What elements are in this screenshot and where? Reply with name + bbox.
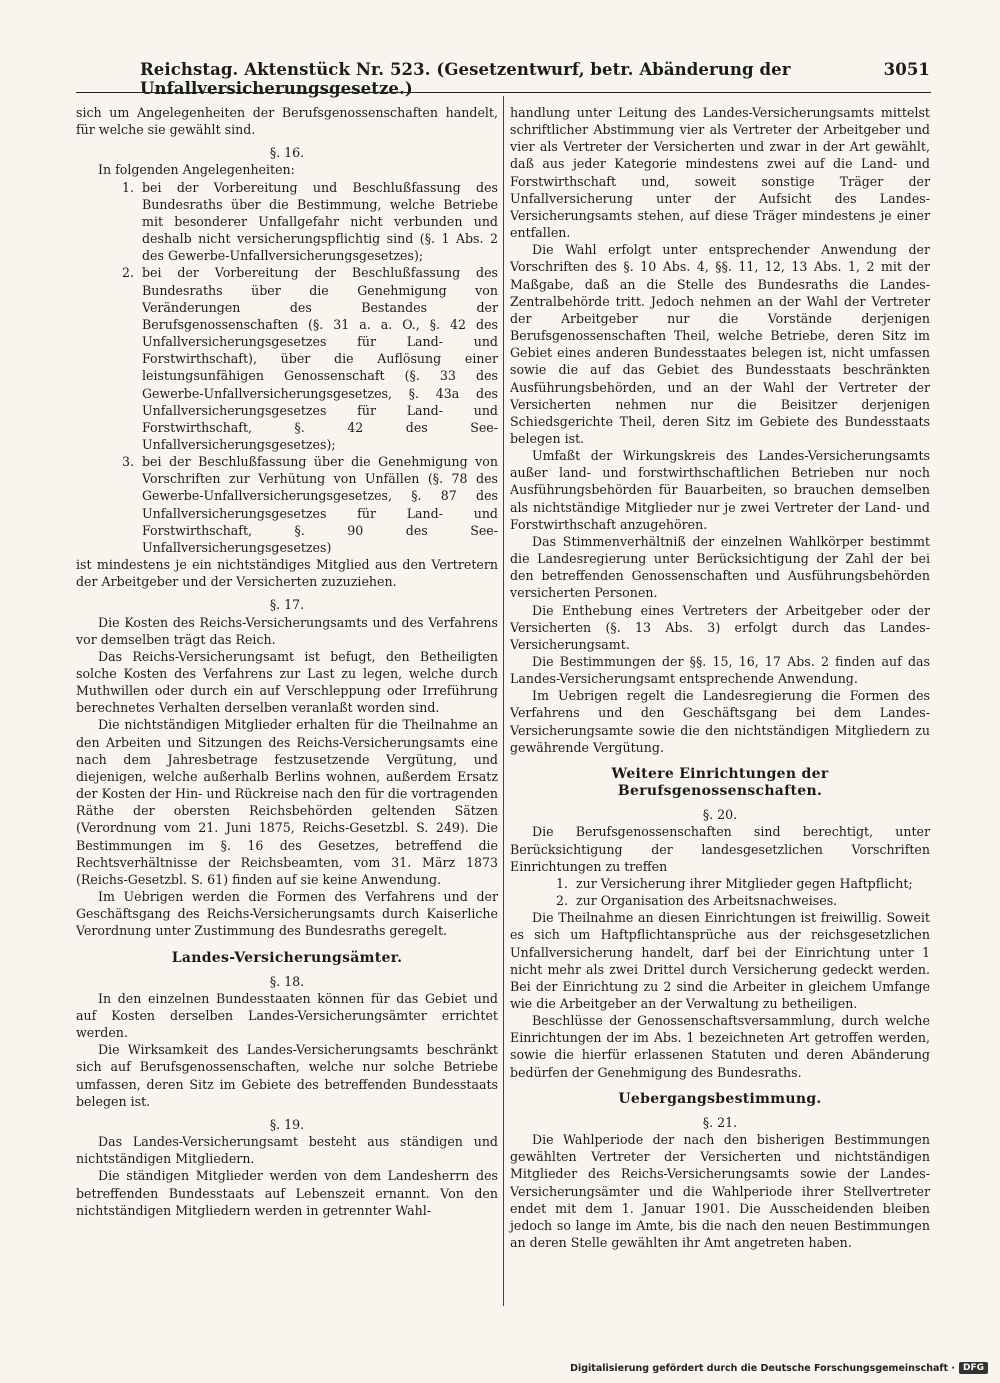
dfg-logo: DFG (959, 1362, 988, 1374)
list-item-number: 1. (556, 875, 569, 891)
paragraph-number: §. 20. (702, 807, 738, 823)
body-paragraph: Die Berufsgenossenschaften sind berechtigt, unter Berücksichtigung der landesgesetzlichen Vorschriften Einrichtungen zu treffen (510, 824, 930, 874)
body-paragraph: Beschlüsse der Genossenschaftsversammlung, durch welche Einrichtungen der im Abs. 1 bezeichneten Art getroffen werden, sowie die hierfür erlassenen Statuten und deren Abänderung bedürfen der Genehmigung des Bundesraths. (510, 1013, 930, 1080)
body-paragraph: In den einzelnen Bundesstaaten können für das Gebiet und auf Kosten derselben Landes-Versicherungsämter errichtet werden. (76, 990, 498, 1041)
body-paragraph: Die Wahl erfolgt unter entsprechender Anwendung der Vorschriften des §. 10 Abs. 4, §§. 11, 12, 13 Abs. 1, 2 mit der Maßgabe, daß an die Stelle des Bundesraths die Landes-Zentralbehörde tritt. Jedoch nehmen an der Wahl der Vertreter der Arbeitgeber nur die Vorstände derjenigen Berufsgenossenschaften Theil, welche Betriebe, deren Sitz im Gebiet eines anderen Bundesstaates belegen ist, nicht umfassen sowie die auf das Gebiet des Bundesstaats beschränkten Ausführungsbehörden, und an der Wahl der Vertreter der Versicherten nehmen nur die Beisitzer derjenigen Schiedsgerichte Theil, deren Sitz im Gebiete des Bundesstaats belegen ist. (510, 242, 930, 446)
body-paragraph: Die Theilnahme an diesen Einrichtungen ist freiwillig. Soweit es sich um Haftpflichtansprüche aus der reichsgesetzlichen Unfallversicherung handelt, darf bei der Einrichtung unter 1 nicht mehr als zwei Drittel durch Versicherung gedeckt werden. Bei der Einrichtung zu 2 sind die Arbeiter in gleichem Umfange wie die Arbeitgeber an der Verwaltung zu betheiligen. (510, 910, 930, 1011)
list-item-text: bei der Vorbereitung und Beschlußfassung des Bundesraths über die Bestimmung, welche Betriebe mit besonderer Unfallgefahr nicht verbunden und deshalb nicht versicherungspflichtig sind (§. 1 Abs. 2 des Gewerbe-Unfallversicherungsgesetzes); (142, 179, 498, 264)
footer-text: Digitalisierung gefördert durch die Deutsche Forschungsgemeinschaft · (570, 1362, 955, 1374)
column-divider (503, 96, 504, 1306)
left-column (76, 104, 498, 1219)
body-paragraph: Im Uebrigen regelt die Landesregierung die Formen des Verfahrens und den Geschäftsgang bei dem Landes-Versicherungsamte sowie die den nichtständigen Mitgliedern zu gewährende Vergütung. (510, 688, 930, 755)
body-paragraph: Das Stimmenverhältniß der einzelnen Wahlkörper bestimmt die Landesregierung unter Berücksichtigung der Zahl der bei den betreffenden Genossenschaften und Ausführungsbehörden versicherten Personen. (510, 533, 930, 601)
body-paragraph: Umfaßt der Wirkungskreis des Landes-Versicherungsamts außer land- und forstwirthschaftlichen Betrieben nur noch Ausführungsbehörden für Bauarbeiten, so brauchen demselben als nichtständige Mitglieder nur je zwei Vertreter der Land- und Forstwirthschaft anzugehören. (510, 448, 930, 532)
list-item-text: bei der Vorbereitung der Beschlußfassung des Bundesraths über die Genehmigung von Veränderungen des Bestandes der Berufsgenossenschaften (§. 31 a. a. O., §. 42 des Unfallversicherungsgesetzes für Land- und Forstwirthschaft), über die Auflösung einer leistungsunfähigen Genossenschaft (§. 33 des Gewerbe-Unfallversicherungsgesetzes, §. 43a des Unfallversicherungsgesetzes für Land- und Forstwirthschaft, §. 42 des See-Unfallversicherungsgesetzes); (142, 265, 498, 452)
body-paragraph: sich um Angelegenheiten der Berufsgenossenschaften handelt, für welche sie gewählt sind. (76, 105, 498, 138)
paragraph-number: §. 18. (269, 973, 305, 989)
section-heading: Weitere Einrichtungen der Berufsgenossenschaften. (611, 765, 829, 800)
page-number: 3051 (883, 60, 930, 79)
body-paragraph: Im Uebrigen werden die Formen des Verfahrens und der Geschäftsgang des Reichs-Versicherungsamts durch Kaiserliche Verordnung unter Zustimmung des Bundesraths geregelt. (76, 889, 498, 939)
body-paragraph: In folgenden Angelegenheiten: (98, 162, 295, 178)
list-item (76, 179, 498, 265)
body-paragraph: Die ständigen Mitglieder werden von dem Landesherrn des betreffenden Bundesstaats auf Lebenszeit ernannt. Von den nichtständigen Mitgliedern werden in getrennter Wahl- (76, 1168, 498, 1218)
list-item (510, 892, 930, 909)
list-item-number: 2. (122, 265, 135, 281)
list-item-text: bei der Beschlußfassung über die Genehmigung von Vorschriften zur Verhütung von Unfällen (§. 78 des Gewerbe-Unfallversicherungsgesetzes, §. 87 des Unfallversicherungsgesetzes für Land- und Forstwirthschaft, §. 90 des See-Unfallversicherungsgesetzes) (142, 454, 498, 555)
list-item (76, 453, 498, 556)
body-paragraph: Die nichtständigen Mitglieder erhalten für die Theilnahme an den Arbeiten und Sitzungen des Reichs-Versicherungsamts eine nach dem Jahresbetrage festzusetzende Vergütung, und diejenigen, welche außerhalb Berlins wohnen, außerdem Ersatz der Kosten der Hin- und Rückreise nach den für die vortragenden Räthe der obersten Reichsbehörden geltenden Sätzen (Verordnung vom 21. Juni 1875, Reichs-Gesetzbl. S. 249). Die Bestimmungen im §. 16 des Gesetzes, betreffend die Rechtsverhältnisse der Reichsbeamten, vom 31. März 1873 (Reichs-Gesetzbl. S. 61) finden auf sie keine Anwendung. (76, 717, 498, 887)
paragraph-number: §. 17. (269, 597, 305, 613)
list-item (510, 875, 930, 892)
paragraph-number: §. 16. (269, 145, 305, 161)
paragraph-number: §. 19. (269, 1116, 305, 1132)
body-paragraph: Die Bestimmungen der §§. 15, 16, 17 Abs. 2 finden auf das Landes-Versicherungsamt entsprechende Anwendung. (510, 654, 930, 687)
list-item-number: 1. (122, 179, 135, 195)
list-item-text: zur Versicherung ihrer Mitglieder gegen Haftpflicht; (576, 875, 913, 891)
section-heading: Landes-Versicherungsämter. (171, 949, 403, 966)
body-paragraph: Die Kosten des Reichs-Versicherungsamts und des Verfahrens vor demselben trägt das Reich. (76, 614, 498, 647)
footer (570, 1362, 988, 1374)
body-paragraph: ist mindestens je ein nichtständiges Mitglied aus den Vertretern der Arbeitgeber und der Versicherten zuzuziehen. (76, 557, 498, 590)
list-item-text: zur Organisation des Arbeitsnachweises. (576, 893, 838, 909)
list-item-number: 3. (122, 454, 135, 470)
right-column (510, 104, 930, 1251)
header-title: Reichstag. Aktenstück Nr. 523. (Gesetzentwurf, betr. Abänderung der Unfallversicherungsgesetze.) (140, 60, 791, 98)
body-paragraph: Das Reichs-Versicherungsamt ist befugt, den Betheiligten solche Kosten des Verfahrens zur Last zu legen, welche durch Muthwillen oder durch ein auf Verschleppung oder Irreführung berechnetes Verhalten derselben veranlaßt worden sind. (76, 648, 498, 716)
body-paragraph: handlung unter Leitung des Landes-Versicherungsamts mittelst schriftlicher Abstimmung vier als Vertreter der Arbeitgeber und vier als Vertreter der Versicherten und zwar in der Art gewählt, daß aus jeder Kategorie mindestens zwei auf die Land- und Forstwirthschaft und, soweit sonstige Träger der Unfallversicherung unter der Aufsicht des Landes-Versicherungsamts stehen, auf diese Träger mindestens je einer entfallen. (510, 105, 930, 241)
header-rule (76, 92, 931, 93)
body-paragraph: Die Enthebung eines Vertreters der Arbeitgeber oder der Versicherten (§. 13 Abs. 3) erfolgt durch das Landes-Versicherungsamt. (510, 602, 930, 652)
section-heading: Uebergangsbestimmung. (618, 1090, 822, 1107)
list-item (76, 264, 498, 453)
body-paragraph: Das Landes-Versicherungsamt besteht aus ständigen und nichtständigen Mitgliedern. (76, 1134, 498, 1167)
running-header (140, 60, 930, 98)
body-paragraph: Die Wahlperiode der nach den bisherigen Bestimmungen gewählten Vertreter der Versicherten und nichtständigen Mitglieder des Reichs-Versicherungsamts sowie der Landes-Versicherungsämter und die Wahlperiode ihrer Stellvertreter endet mit dem 1. Januar 1901. Die Ausscheidenden bleiben jedoch so lange im Amte, bis die nach den neuen Bestimmungen an deren Stelle gewählten ihr Amt angetreten haben. (510, 1132, 930, 1250)
list-item-number: 2. (556, 893, 569, 909)
body-paragraph: Die Wirksamkeit des Landes-Versicherungsamts beschränkt sich auf Berufsgenossenschaften, welche nur solche Betriebe umfassen, deren Sitz im Gebiete des betreffenden Bundesstaats belegen ist. (76, 1042, 498, 1109)
paragraph-number: §. 21. (702, 1114, 738, 1130)
